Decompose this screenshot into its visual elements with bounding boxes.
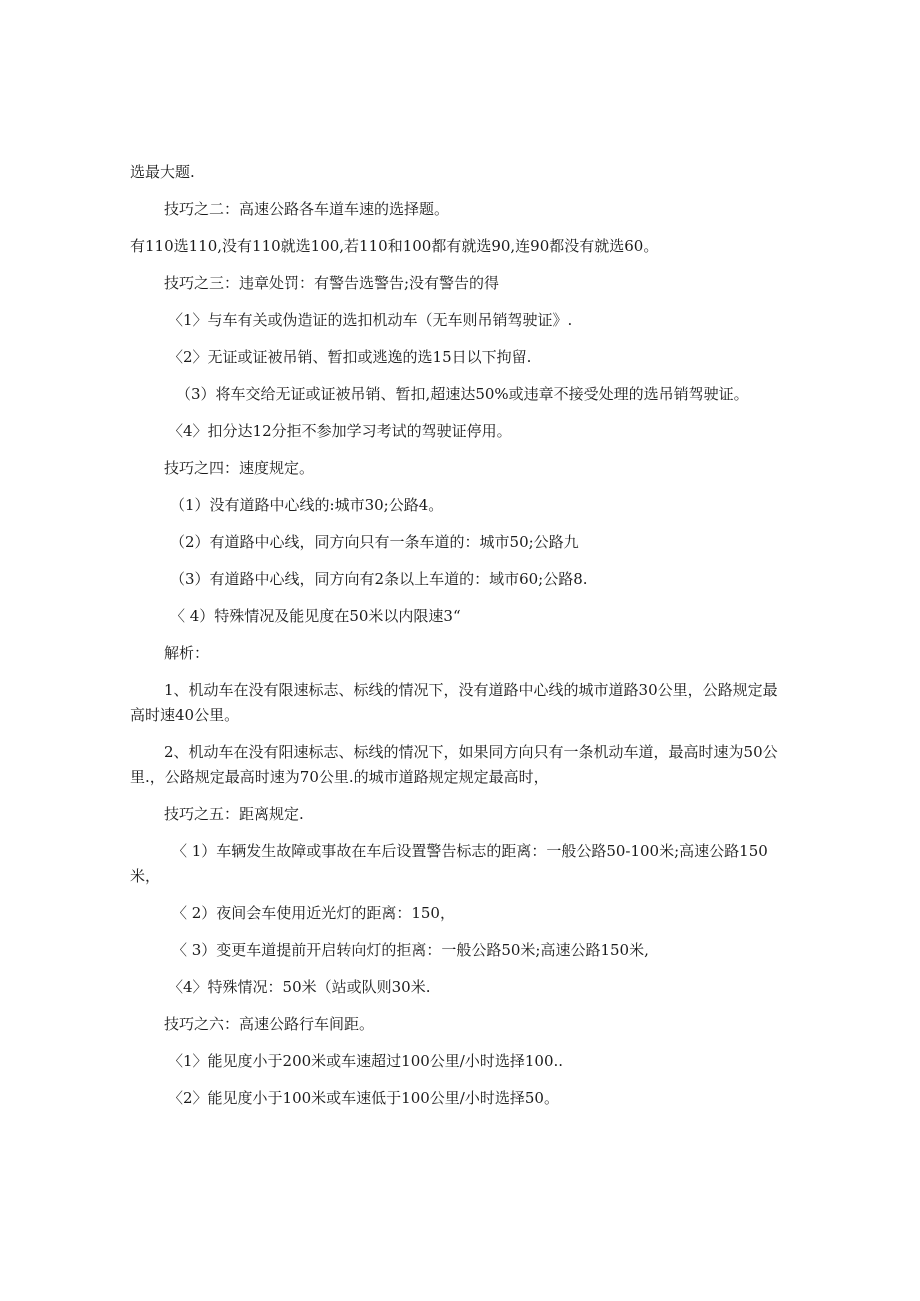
heading-tip-5: 技巧之五：距离规定. <box>164 805 304 823</box>
list-item-tip-3-4: 〈4〉扣分达12分拒不参加学习考试的驾驶证停用。 <box>168 422 512 440</box>
list-item-tip-3-2: 〈2〉无证或证被吊销、暂扣或逃逸的选15日以下拘留. <box>168 348 532 366</box>
list-item-tip-4-1: （1）没有道路中心线的:城市30;公路4。 <box>170 496 444 514</box>
list-item-tip-5-4: 〈4〉特殊情况：50米（站或队则30米. <box>168 978 431 996</box>
list-item-tip-4-3: （3）有道路中心线，同方向有2条以上车道的：域市60;公路8. <box>170 570 588 588</box>
list-item-tip-4-4: 〈 4）特殊情况及能见度在50米以内限速3“ <box>170 607 461 625</box>
list-item-tip-5-1: 〈 1）车辆发生故障或事故在车后设置警告标志的距离：一般公路50-100米;高速公路150米， <box>130 842 768 885</box>
list-item-tip-4-2: （2）有道路中心线，同方向只有一条车道的：城市50;公路九 <box>170 533 579 551</box>
list-item-tip-5-3: 〈 3）变更车道提前开启转向灯的拒离：一般公路50米;高速公路150米, <box>172 941 649 959</box>
list-item-tip-6-1: 〈1〉能见度小于200米或车速超过100公里/小时选择100.. <box>168 1052 564 1070</box>
document-body <box>130 160 790 1123</box>
heading-tip-2: 技巧之二：高速公路各车道车速的选择题。 <box>164 200 450 218</box>
heading-analysis: 解析： <box>164 644 210 662</box>
list-item-tip-5-2: 〈 2）夜间会车使用近光灯的距离：150， <box>172 904 455 922</box>
paragraph-analysis-2: 2、机动车在没有阳速标志、标线的情况下，如果同方向只有一条机动车道，最高时速为50公里.，公路规定最高时速为70公里.的城市道路规定规定最高时， <box>130 743 778 786</box>
paragraph-intro-fragment: 选最大题. <box>130 163 195 181</box>
list-item-tip-6-2: 〈2〉能见度小于100米或车速低于100公里/小时选择50。 <box>168 1089 559 1107</box>
list-item-tip-3-3: （3）将车交给无证或证被吊销、暂扣,超速达50%或违章不接受处理的选吊销驾驶证。 <box>176 385 749 403</box>
heading-tip-6: 技巧之六：高速公路行车间距。 <box>164 1015 375 1033</box>
heading-tip-3: 技巧之三：违章处罚：有警告选警告;没有警告的得 <box>164 274 500 292</box>
paragraph-tip-2-rule: 有110选110,没有110就选100,若110和100都有就选90,连90都没有就选60。 <box>130 237 659 255</box>
paragraph-analysis-1: 1、机动车在没有限速标志、标线的情况下，没有道路中心线的城市道路30公里，公路规定最高时速40公里。 <box>130 681 778 724</box>
heading-tip-4: 技巧之四：速度规定。 <box>164 459 315 477</box>
list-item-tip-3-1: 〈1〉与车有关或伪造证的选扣机动车（无车则吊销驾驶证》. <box>168 311 573 329</box>
